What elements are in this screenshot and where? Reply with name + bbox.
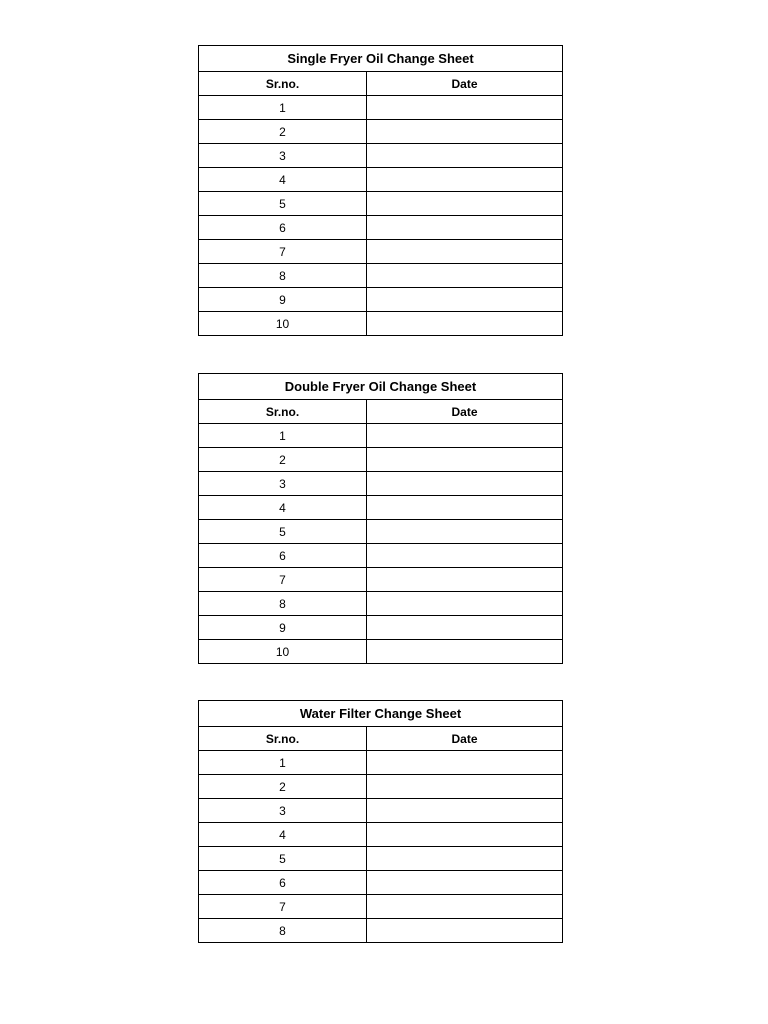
date-cell (367, 847, 563, 871)
table-row (199, 592, 563, 616)
date-cell (367, 919, 563, 943)
sr-no-cell: 8 (199, 592, 367, 616)
sr-no-cell: 2 (199, 448, 367, 472)
sr-no-cell: 9 (199, 616, 367, 640)
sr-no-cell: 1 (199, 751, 367, 775)
table-title-row (199, 701, 563, 727)
table-header-row (199, 72, 563, 96)
sr-no-cell: 7 (199, 895, 367, 919)
date-cell (367, 616, 563, 640)
date-header: Date (367, 72, 563, 96)
table-row (199, 895, 563, 919)
date-cell (367, 192, 563, 216)
table-row (199, 496, 563, 520)
sr-no-header: Sr.no. (199, 400, 367, 424)
date-cell (367, 424, 563, 448)
table-title: Single Fryer Oil Change Sheet (199, 46, 563, 72)
date-cell (367, 592, 563, 616)
water-filter-change-table (198, 700, 563, 943)
table-title-row (199, 46, 563, 72)
table-row (199, 120, 563, 144)
sr-no-cell: 1 (199, 424, 367, 448)
date-cell (367, 799, 563, 823)
double-fryer-oil-change-table (198, 373, 563, 664)
sr-no-header: Sr.no. (199, 72, 367, 96)
sr-no-cell: 6 (199, 544, 367, 568)
sr-no-cell: 7 (199, 568, 367, 592)
date-cell (367, 168, 563, 192)
table-row (199, 144, 563, 168)
date-cell (367, 120, 563, 144)
sr-no-cell: 7 (199, 240, 367, 264)
sr-no-cell: 10 (199, 312, 367, 336)
sr-no-cell: 10 (199, 640, 367, 664)
table-row (199, 240, 563, 264)
sr-no-cell: 6 (199, 216, 367, 240)
sr-no-cell: 5 (199, 192, 367, 216)
sr-no-cell: 3 (199, 799, 367, 823)
table-row (199, 168, 563, 192)
date-cell (367, 568, 563, 592)
sr-no-cell: 8 (199, 264, 367, 288)
table-row (199, 775, 563, 799)
date-cell (367, 871, 563, 895)
date-cell (367, 448, 563, 472)
sr-no-cell: 4 (199, 496, 367, 520)
date-cell (367, 216, 563, 240)
sr-no-cell: 4 (199, 823, 367, 847)
sr-no-cell: 4 (199, 168, 367, 192)
sr-no-cell: 5 (199, 520, 367, 544)
date-header: Date (367, 400, 563, 424)
date-cell (367, 775, 563, 799)
sr-no-cell: 2 (199, 775, 367, 799)
table-row (199, 823, 563, 847)
table-title: Water Filter Change Sheet (199, 701, 563, 727)
table-row (199, 472, 563, 496)
table-row (199, 616, 563, 640)
sr-no-cell: 2 (199, 120, 367, 144)
date-cell (367, 264, 563, 288)
date-cell (367, 312, 563, 336)
table-row (199, 312, 563, 336)
date-cell (367, 472, 563, 496)
table-header-row (199, 727, 563, 751)
table-row (199, 568, 563, 592)
date-cell (367, 751, 563, 775)
table-row (199, 799, 563, 823)
date-cell (367, 823, 563, 847)
table-row (199, 871, 563, 895)
table-row (199, 448, 563, 472)
sr-no-header: Sr.no. (199, 727, 367, 751)
sr-no-cell: 8 (199, 919, 367, 943)
date-cell (367, 520, 563, 544)
table-row (199, 847, 563, 871)
table-row (199, 919, 563, 943)
date-cell (367, 144, 563, 168)
date-cell (367, 895, 563, 919)
date-cell (367, 544, 563, 568)
sr-no-cell: 3 (199, 472, 367, 496)
sr-no-cell: 9 (199, 288, 367, 312)
date-cell (367, 240, 563, 264)
sr-no-cell: 5 (199, 847, 367, 871)
date-header: Date (367, 727, 563, 751)
table-row (199, 640, 563, 664)
single-fryer-oil-change-table (198, 45, 563, 336)
sr-no-cell: 1 (199, 96, 367, 120)
table-row (199, 192, 563, 216)
table-row (199, 264, 563, 288)
sr-no-cell: 3 (199, 144, 367, 168)
table-row (199, 520, 563, 544)
sr-no-cell: 6 (199, 871, 367, 895)
table-row (199, 424, 563, 448)
table-row (199, 216, 563, 240)
table-row (199, 288, 563, 312)
date-cell (367, 288, 563, 312)
date-cell (367, 496, 563, 520)
table-row (199, 751, 563, 775)
date-cell (367, 640, 563, 664)
table-row (199, 96, 563, 120)
table-title: Double Fryer Oil Change Sheet (199, 374, 563, 400)
date-cell (367, 96, 563, 120)
table-title-row (199, 374, 563, 400)
table-header-row (199, 400, 563, 424)
table-row (199, 544, 563, 568)
